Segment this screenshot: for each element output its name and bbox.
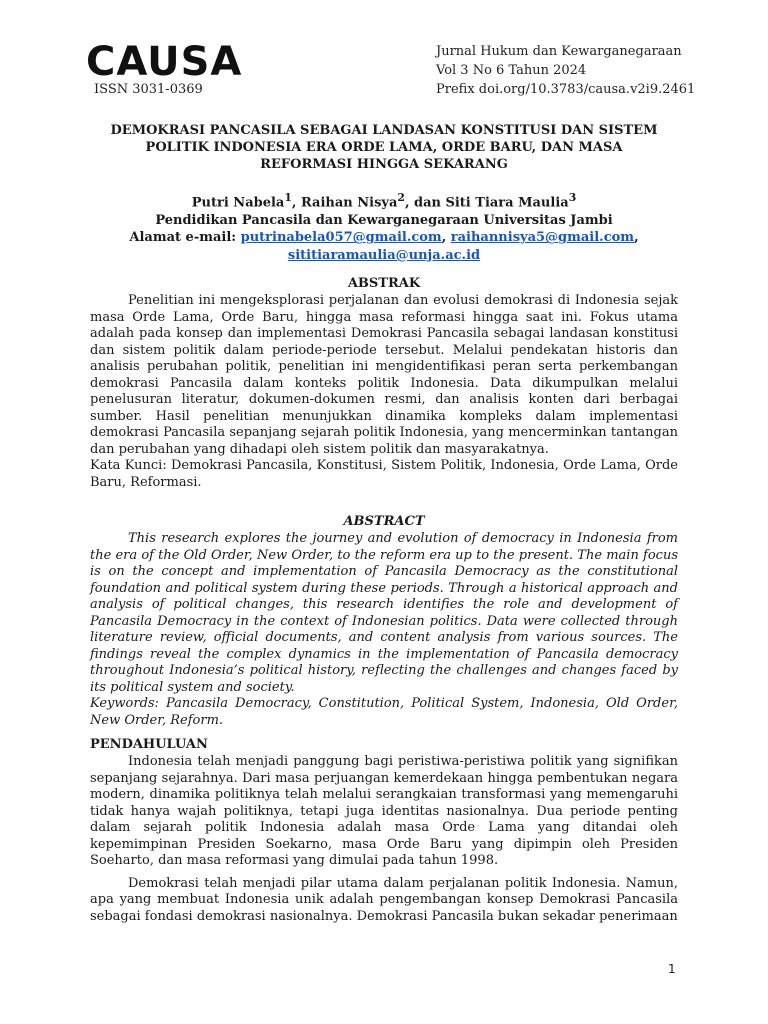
- journal-info: [436, 42, 695, 99]
- abstract-keywords: Keywords: Pancasila Democracy, Constitution, Political System, Indonesia, Old Order, New Order, Reform.: [90, 696, 678, 728]
- abstrak-keywords: Kata Kunci: Demokrasi Pancasila, Konstitusi, Sistem Politik, Indonesia, Orde Lama, Orde Baru, Reformasi.: [90, 458, 678, 490]
- journal-logo: CAUSA: [86, 39, 243, 85]
- email-link[interactable]: raihannisya5@gmail.com: [450, 230, 635, 246]
- affiliation-mark: 3: [568, 191, 577, 204]
- issn-label: ISSN 3031-0369: [94, 82, 203, 97]
- title-line: REFORMASI HINGGA SEKARANG: [260, 157, 508, 172]
- author-name: Putri Nabela: [191, 195, 285, 211]
- author-block: [88, 189, 680, 264]
- journal-name: Jurnal Hukum dan Kewarganegaraan: [436, 44, 682, 59]
- page-number: 1: [668, 962, 676, 976]
- pendahuluan-section: [90, 754, 678, 925]
- abstract-section: [90, 531, 678, 729]
- abstract-heading: ABSTRACT: [343, 514, 425, 529]
- email-line: [88, 247, 680, 265]
- email-label: Alamat e-mail:: [129, 230, 241, 246]
- abstrak-heading: ABSTRAK: [347, 276, 421, 291]
- pendahuluan-heading: PENDAHULUAN: [90, 737, 208, 752]
- email-link[interactable]: putrinabela057@gmail.com: [240, 230, 442, 246]
- affiliation: Pendidikan Pancasila dan Kewarganegaraan Universitas Jambi: [155, 212, 613, 228]
- author-names: Putri Nabela$^1$, Raihan Nisya$^2$, dan Siti Tiara Maulia$^3$: [191, 191, 577, 211]
- journal-doi-prefix: Prefix doi.org/10.3783/causa.v2i9.2461: [436, 82, 696, 97]
- paper-title: [88, 122, 680, 173]
- journal-volume: Vol 3 No 6 Tahun 2024: [436, 63, 587, 78]
- abstrak-body: Penelitian ini mengeksplorasi perjalanan dan evolusi demokrasi di Indonesia sejak masa Orde Lama, Orde Baru, hingga masa reformasi hingga saat ini. Fokus utama adalah pada konsep dan implementasi Demokrasi Pancasila sebagai landasan konstitusi dan sistem politik dalam periode-periode tersebut. Melalui pendekatan historis dan analisis perubahan politik, penelitian ini mengidentifikasi peran serta perkembangan demokrasi Pancasila dalam konteks politik Indonesia. Data dikumpulkan melalui penelusuran literatur, dokumen-dokumen resmi, dan analisis konten dari berbagai sumber. Hasil penelitian menunjukkan dinamika kompleks dalam implementasi demokrasi Pancasila sepanjang sejarah politik Indonesia, yang mencerminkan tantangan dan perubahan yang dihadapi oleh sistem politik dan masyarakatnya.: [90, 293, 678, 457]
- title-line: POLITIK INDONESIA ERA ORDE LAMA, ORDE BARU, DAN MASA: [145, 140, 623, 155]
- email-line: Alamat e-mail: putrinabela057@gmail.com, raihannisya5@gmail.com,: [129, 230, 639, 246]
- author-name: Raihan Nisya: [300, 195, 398, 211]
- abstract-body: This research explores the journey and evolution of democracy in Indonesia from the era of the Old Order, New Order, to the reform era up to the present. The main focus is on the concept and implementation of Pancasila Democracy as the constitutional foundation and political system during these periods. Through a historical approach and analysis of political changes, this research identifies the role and development of Pancasila Democracy in the context of Indonesian politics. Data were collected through literature review, official documents, and content analysis from various sources. The findings reveal the complex dynamics in the implementation of Pancasila democracy throughout Indonesia’s political history, reflecting the challenges and changes faced by its political system and society.: [90, 531, 678, 695]
- author-name: , dan Siti Tiara Maulia: [404, 195, 569, 211]
- title-line: DEMOKRASI PANCASILA SEBAGAI LANDASAN KONSTITUSI DAN SISTEM: [110, 123, 658, 138]
- pendahuluan-paragraph: Demokrasi telah menjadi pilar utama dalam perjalanan politik Indonesia. Namun, apa yang membuat Indonesia unik adalah pengembangan konsep Demokrasi Pancasila sebagai fondasi demokrasi nasionalnya. Demokrasi Pancasila bukan sekadar penerimaan: [90, 875, 678, 924]
- affiliation-mark: 1: [284, 191, 292, 204]
- email-link[interactable]: sititiaramaulia@unja.ac.id: [287, 247, 481, 263]
- pendahuluan-paragraph: Indonesia telah menjadi panggung bagi peristiwa-peristiwa politik yang signifikan sepanjang sejarahnya. Dari masa perjuangan kemerdekaan hingga pembentukan negara modern, dinamika politiknya telah melalui serangkaian transformasi yang memengaruhi tidak hanya wajah politiknya, tetapi juga identitas nasionalnya. Dua periode penting dalam sejarah politik Indonesia adalah masa Orde Lama yang ditandai oleh kepemimpinan Presiden Soekarno, masa Orde Baru yang dipimpin oleh Presiden Soeharto, dan masa reformasi yang dimulai pada tahun 1998.: [90, 754, 678, 868]
- abstrak-section: [90, 293, 678, 491]
- affiliation-mark: 2: [397, 191, 405, 204]
